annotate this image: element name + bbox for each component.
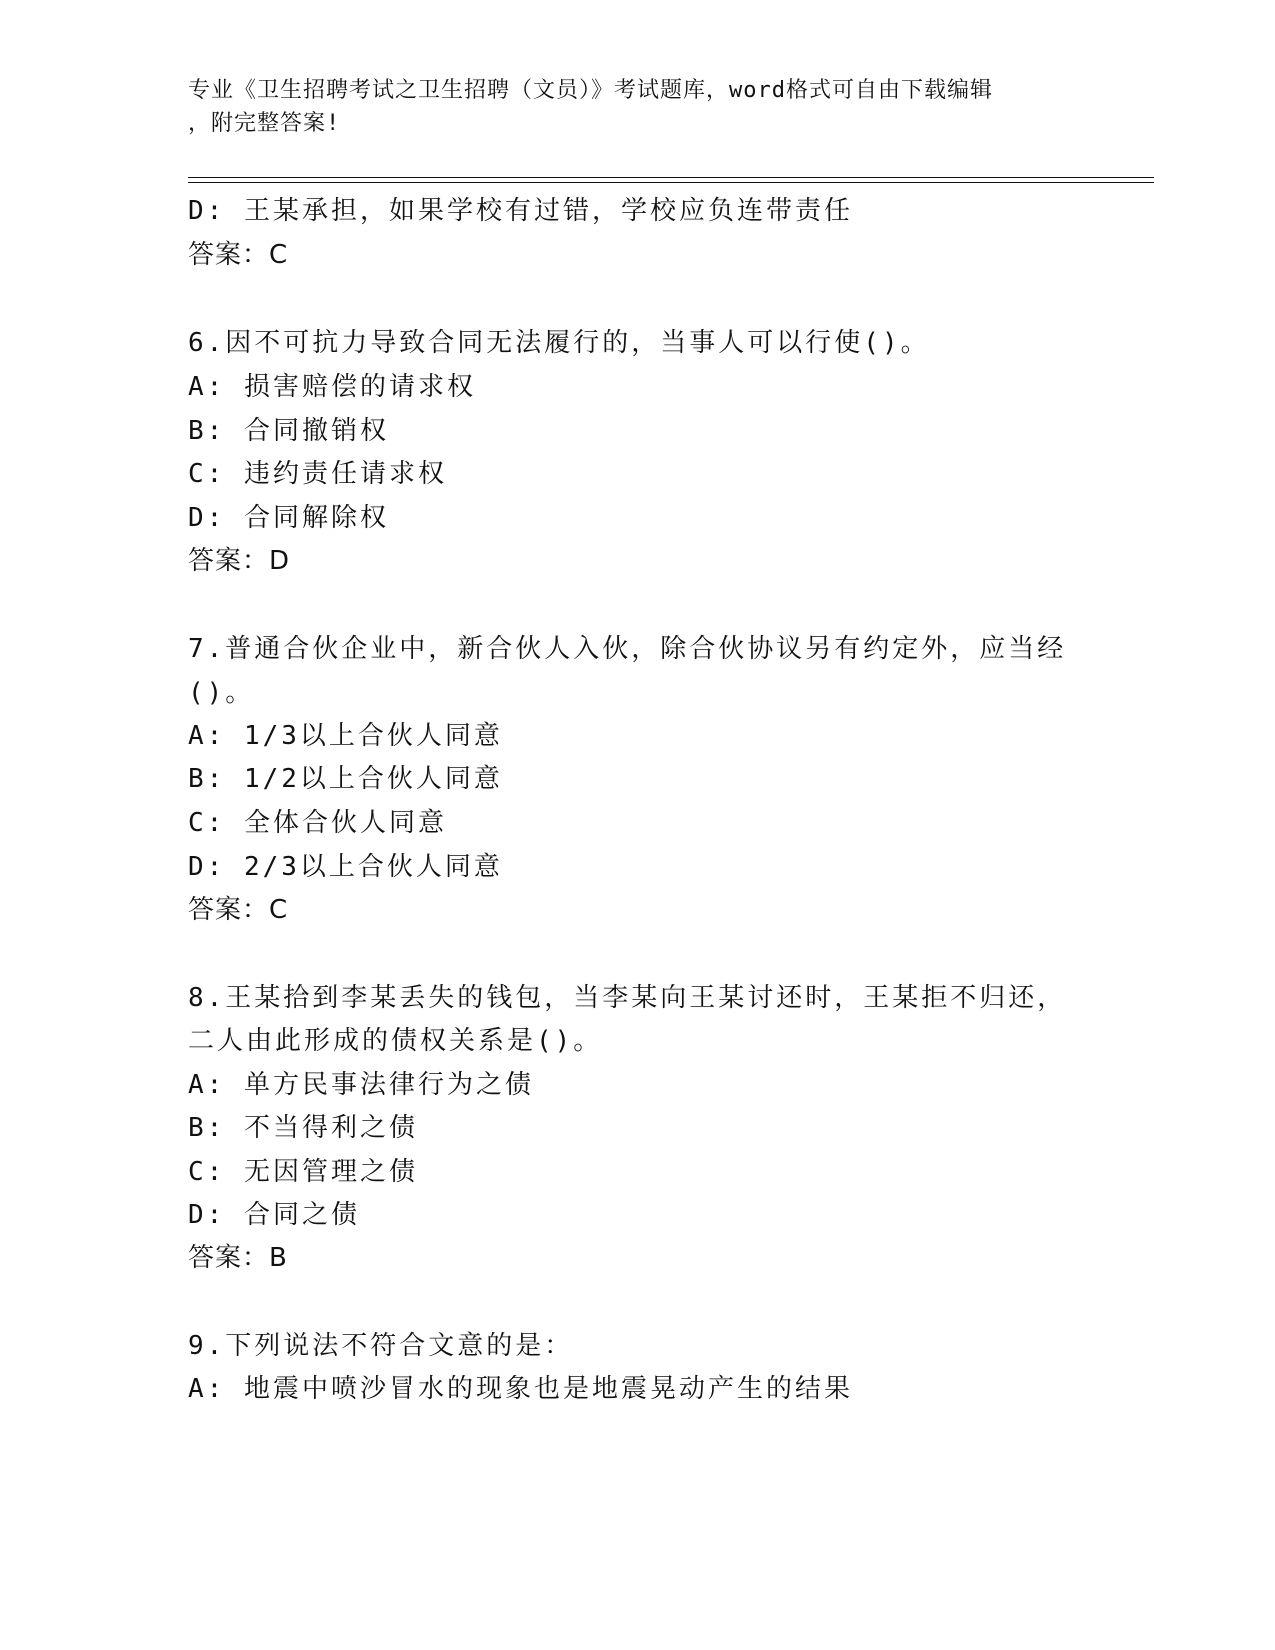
q7-stem-line-2: ()。: [188, 678, 255, 708]
q8-option-b: B: 不当得利之债: [188, 1113, 418, 1143]
q8-option-a: A: 单方民事法律行为之债: [188, 1070, 534, 1100]
q9-option-a: A: 地震中喷沙冒水的现象也是地震晃动产生的结果: [188, 1374, 853, 1404]
q6-option-a: A: 损害赔偿的请求权: [188, 372, 476, 402]
q8-answer: 答案：B: [188, 1243, 288, 1273]
header-divider-top: [188, 177, 1154, 178]
header-line-2: ，附完整答案!: [188, 111, 341, 136]
q6-answer: 答案：D: [188, 546, 291, 576]
q8-stem-line-1: 8.王某拾到李某丢失的钱包，当李某向王某讨还时，王某拒不归还，: [188, 983, 1067, 1013]
prev-option-d: D: 王某承担，如果学校有过错，学校应负连带责任: [188, 196, 853, 226]
q7-option-b: B: 1/2以上合伙人同意: [188, 764, 503, 794]
q9-stem: 9.下列说法不符合文意的是：: [188, 1331, 574, 1361]
q6-option-b: B: 合同撤销权: [188, 416, 389, 446]
q8-stem-line-2: 二人由此形成的债权关系是()。: [188, 1026, 603, 1056]
q6-stem: 6.因不可抗力导致合同无法履行的，当事人可以行使()。: [188, 328, 930, 358]
q7-option-d: D: 2/3以上合伙人同意: [188, 852, 503, 882]
q8-option-d: D: 合同之债: [188, 1200, 360, 1230]
q7-stem-line-1: 7.普通合伙企业中，新合伙人入伙，除合伙协议另有约定外，应当经: [188, 634, 1067, 664]
q6-option-d: D: 合同解除权: [188, 503, 389, 533]
header-divider-bottom: [188, 182, 1154, 183]
q8-option-c: C: 无因管理之债: [188, 1157, 418, 1187]
q7-option-c: C: 全体合伙人同意: [188, 808, 447, 838]
prev-answer: 答案：C: [188, 240, 289, 270]
document-header: [188, 74, 1088, 140]
q7-option-a: A: 1/3以上合伙人同意: [188, 721, 503, 751]
q6-option-c: C: 违约责任请求权: [188, 459, 447, 489]
q7-answer: 答案：C: [188, 895, 289, 925]
header-line-1: 专业《卫生招聘考试之卫生招聘（文员）》考试题库，word格式可自由下载编辑: [188, 78, 993, 103]
